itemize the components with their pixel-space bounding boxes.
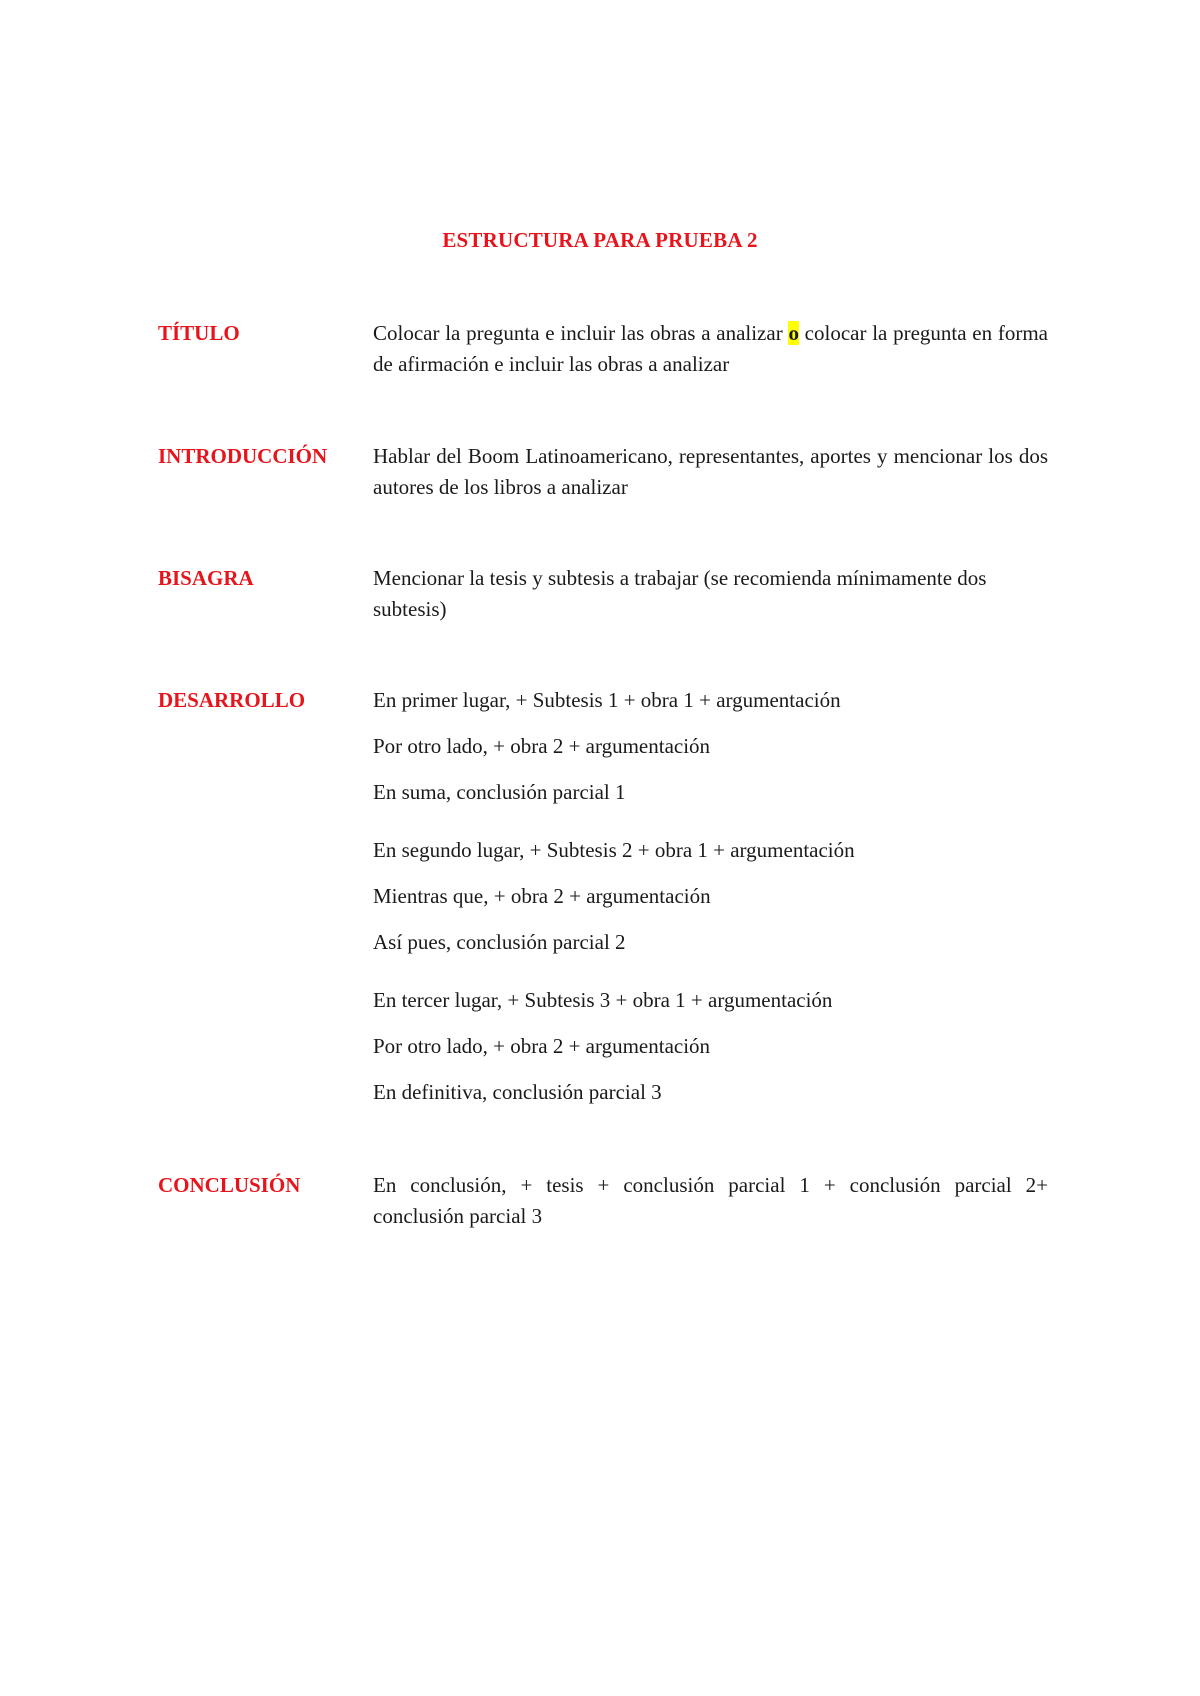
section-body-introduccion: Hablar del Boom Latinoamericano, representantes, aportes y mencionar los dos autores de los libros a analizar xyxy=(373,444,1048,499)
titulo-text-before: Colocar la pregunta e incluir las obras a analizar xyxy=(373,321,789,345)
titulo-text-after: colocar la pregunta en forma de afirmación e incluir las obras a analizar xyxy=(373,321,1048,376)
section-label-conclusion: CONCLUSIÓN xyxy=(158,1173,301,1197)
desarrollo-line: En segundo lugar, + Subtesis 2 + obra 1 + argumentación xyxy=(373,838,855,862)
desarrollo-line: Así pues, conclusión parcial 2 xyxy=(373,930,626,954)
desarrollo-line: En tercer lugar, + Subtesis 3 + obra 1 + argumentación xyxy=(373,988,833,1012)
highlighted-o: o xyxy=(788,321,799,345)
desarrollo-line: En primer lugar, + Subtesis 1 + obra 1 + argumentación xyxy=(373,688,841,712)
section-label-bisagra: BISAGRA xyxy=(158,566,254,590)
section-body-desarrollo xyxy=(373,685,1048,1123)
section-label-titulo: TÍTULO xyxy=(158,321,240,345)
section-body-conclusion: En conclusión, + tesis + conclusión parcial 1 + conclusión parcial 2+ conclusión parcial 3 xyxy=(373,1173,1048,1228)
desarrollo-line: Mientras que, + obra 2 + argumentación xyxy=(373,884,711,908)
section-body-bisagra: Mencionar la tesis y subtesis a trabajar (se recomienda mínimamente dos subtesis) xyxy=(373,566,987,621)
desarrollo-line: En suma, conclusión parcial 1 xyxy=(373,780,626,804)
desarrollo-line: Por otro lado, + obra 2 + argumentación xyxy=(373,1034,711,1058)
document-title: ESTRUCTURA PARA PRUEBA 2 xyxy=(442,228,758,252)
desarrollo-line: En definitiva, conclusión parcial 3 xyxy=(373,1080,662,1104)
section-label-desarrollo: DESARROLLO xyxy=(158,688,306,712)
group-spacer xyxy=(373,823,1048,835)
section-label-introduccion: INTRODUCCIÓN xyxy=(158,444,328,468)
group-spacer xyxy=(373,973,1048,985)
section-body-titulo xyxy=(373,318,1048,380)
desarrollo-line: Por otro lado, + obra 2 + argumentación xyxy=(373,734,711,758)
